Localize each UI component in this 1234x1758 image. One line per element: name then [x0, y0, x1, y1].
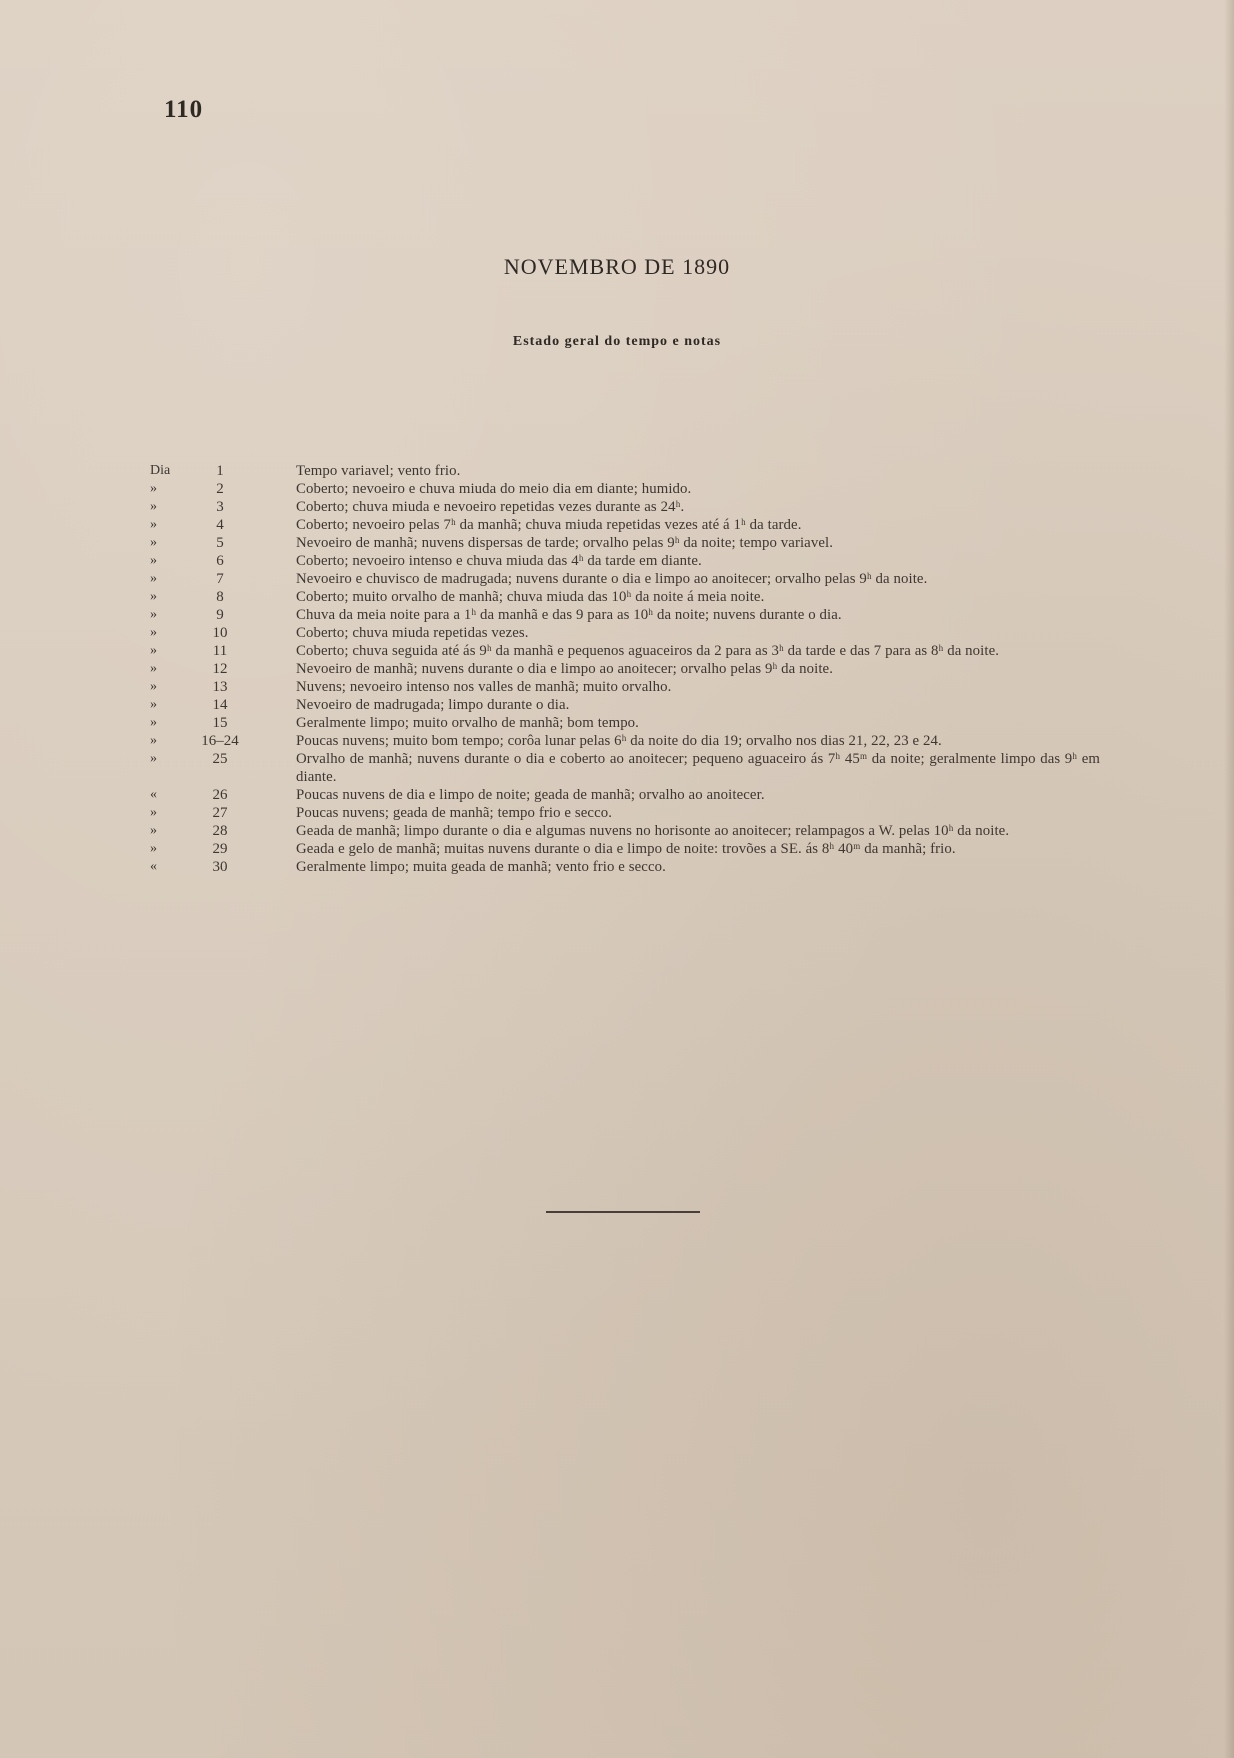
note-ditto-mark: »: [150, 571, 157, 586]
note-row: [150, 552, 1100, 570]
note-row: [150, 534, 1100, 552]
note-text: Geada de manhã; limpo durante o dia e algumas nuvens no horisonte ao anoitecer; relampagos a W. pelas 10ʰ da noite.: [296, 823, 1010, 839]
note-day: 30: [212, 859, 228, 875]
note-ditto-mark: »: [150, 499, 157, 514]
note-row: [150, 588, 1100, 606]
note-ditto-mark: »: [150, 607, 157, 622]
note-text: Coberto; chuva seguida até ás 9ʰ da manhã e pequenos aguaceiros da 2 para as 3ʰ da tarde e das 7 para as 8ʰ da noite.: [296, 643, 1000, 659]
note-day: 9: [216, 607, 224, 623]
note-ditto-mark: «: [150, 859, 157, 874]
note-day: 12: [212, 661, 228, 677]
note-day: 28: [212, 823, 228, 839]
note-ditto-mark: »: [150, 517, 157, 532]
note-text: Nuvens; nevoeiro intenso nos valles de manhã; muito orvalho.: [296, 679, 672, 695]
note-day: 16–24: [201, 733, 239, 749]
note-text: Geralmente limpo; muita geada de manhã; vento frio e secco.: [296, 859, 666, 875]
note-ditto-mark: »: [150, 841, 157, 856]
note-row: [150, 660, 1100, 678]
note-row: [150, 732, 1100, 750]
note-ditto-mark: »: [150, 715, 157, 730]
note-row: [150, 840, 1100, 858]
note-text: Nevoeiro de madrugada; limpo durante o dia.: [296, 697, 570, 713]
note-day: 11: [212, 643, 228, 659]
note-row: [150, 606, 1100, 624]
note-ditto-mark: »: [150, 823, 157, 838]
note-row: [150, 498, 1100, 516]
note-day: 10: [212, 625, 228, 641]
note-ditto-mark: »: [150, 535, 157, 550]
note-text: Chuva da meia noite para a 1ʰ da manhã e das 9 para as 10ʰ da noite; nuvens durante o dia.: [296, 607, 842, 623]
note-day: 4: [216, 517, 224, 533]
note-text: Poucas nuvens; geada de manhã; tempo frio e secco.: [296, 805, 613, 821]
note-row: [150, 804, 1100, 822]
note-text: Geada e gelo de manhã; muitas nuvens durante o dia e limpo de noite: trovões a SE. ás 8ʰ 40ᵐ da manhã; frio.: [296, 841, 956, 857]
note-row: [150, 462, 1100, 480]
note-ditto-mark: »: [150, 625, 157, 640]
note-ditto-mark: »: [150, 805, 157, 820]
note-day: 3: [216, 499, 224, 515]
note-row: [150, 822, 1100, 840]
weather-notes-list: [150, 462, 1100, 876]
note-day: 7: [216, 571, 224, 587]
note-text: Orvalho de manhã; nuvens durante o dia e coberto ao anoitecer; pequeno aguaceiro ás 7ʰ 45ᵐ da noite; geralmente limpo das 9ʰ em diante.: [296, 751, 1100, 785]
note-text: Nevoeiro de manhã; nuvens dispersas de tarde; orvalho pelas 9ʰ da noite; tempo variavel.: [296, 535, 834, 551]
note-text: Coberto; chuva miuda repetidas vezes.: [296, 625, 529, 641]
note-row: [150, 516, 1100, 534]
note-ditto-mark: »: [150, 679, 157, 694]
note-ditto-mark: »: [150, 751, 157, 766]
note-day: 27: [212, 805, 228, 821]
note-text: Poucas nuvens; muito bom tempo; corôa lunar pelas 6ʰ da noite do dia 19; orvalho nos dias 21, 22, 23 e 24.: [296, 733, 942, 749]
note-day: 13: [212, 679, 228, 695]
note-row: [150, 624, 1100, 642]
note-day: 29: [212, 841, 228, 857]
note-row: [150, 858, 1100, 876]
note-text: Tempo variavel; vento frio.: [296, 463, 461, 479]
page-subtitle: Estado geral do tempo e notas: [512, 334, 722, 349]
note-ditto-mark: »: [150, 643, 157, 658]
note-text: Geralmente limpo; muito orvalho de manhã; bom tempo.: [296, 715, 639, 731]
note-ditto-mark: »: [150, 661, 157, 676]
note-text: Coberto; nevoeiro pelas 7ʰ da manhã; chuva miuda repetidas vezes até á 1ʰ da tarde.: [296, 517, 802, 533]
note-text: Nevoeiro e chuvisco de madrugada; nuvens durante o dia e limpo ao anoitecer; orvalho pelas 9ʰ da noite.: [296, 571, 928, 587]
note-text: Coberto; nevoeiro intenso e chuva miuda das 4ʰ da tarde em diante.: [296, 553, 702, 569]
note-day: 15: [212, 715, 228, 731]
note-row: [150, 714, 1100, 732]
note-row: [150, 570, 1100, 588]
note-text: Coberto; chuva miuda e nevoeiro repetidas vezes durante as 24ʰ.: [296, 499, 685, 515]
note-row: [150, 480, 1100, 498]
page-number: 110: [164, 96, 204, 123]
note-day: 26: [212, 787, 228, 803]
note-ditto-mark: »: [150, 697, 157, 712]
note-text: Coberto; muito orvalho de manhã; chuva miuda das 10ʰ da noite á meia noite.: [296, 589, 765, 605]
note-day: 1: [216, 463, 224, 479]
note-ditto-mark: »: [150, 481, 157, 496]
note-ditto-mark: »: [150, 733, 157, 748]
end-rule-divider: [546, 1211, 700, 1213]
note-day: 14: [212, 697, 228, 713]
note-day: 6: [216, 553, 224, 569]
note-row: [150, 696, 1100, 714]
note-day: 25: [212, 751, 228, 767]
note-day: 8: [216, 589, 224, 605]
note-day: 2: [216, 481, 224, 497]
note-text: Poucas nuvens de dia e limpo de noite; geada de manhã; orvalho ao anoitecer.: [296, 787, 765, 803]
note-ditto-mark: Dia: [150, 463, 171, 478]
note-row: [150, 678, 1100, 696]
note-row: [150, 642, 1100, 660]
note-text: Coberto; nevoeiro e chuva miuda do meio dia em diante; humido.: [296, 481, 692, 497]
note-row: [150, 786, 1100, 804]
note-row: [150, 750, 1100, 786]
note-ditto-mark: «: [150, 787, 157, 802]
note-text: Nevoeiro de manhã; nuvens durante o dia e limpo ao anoitecer; orvalho pelas 9ʰ da noite.: [296, 661, 834, 677]
note-ditto-mark: »: [150, 589, 157, 604]
page-title: NOVEMBRO DE 1890: [503, 254, 731, 279]
note-ditto-mark: »: [150, 553, 157, 568]
note-day: 5: [216, 535, 224, 551]
